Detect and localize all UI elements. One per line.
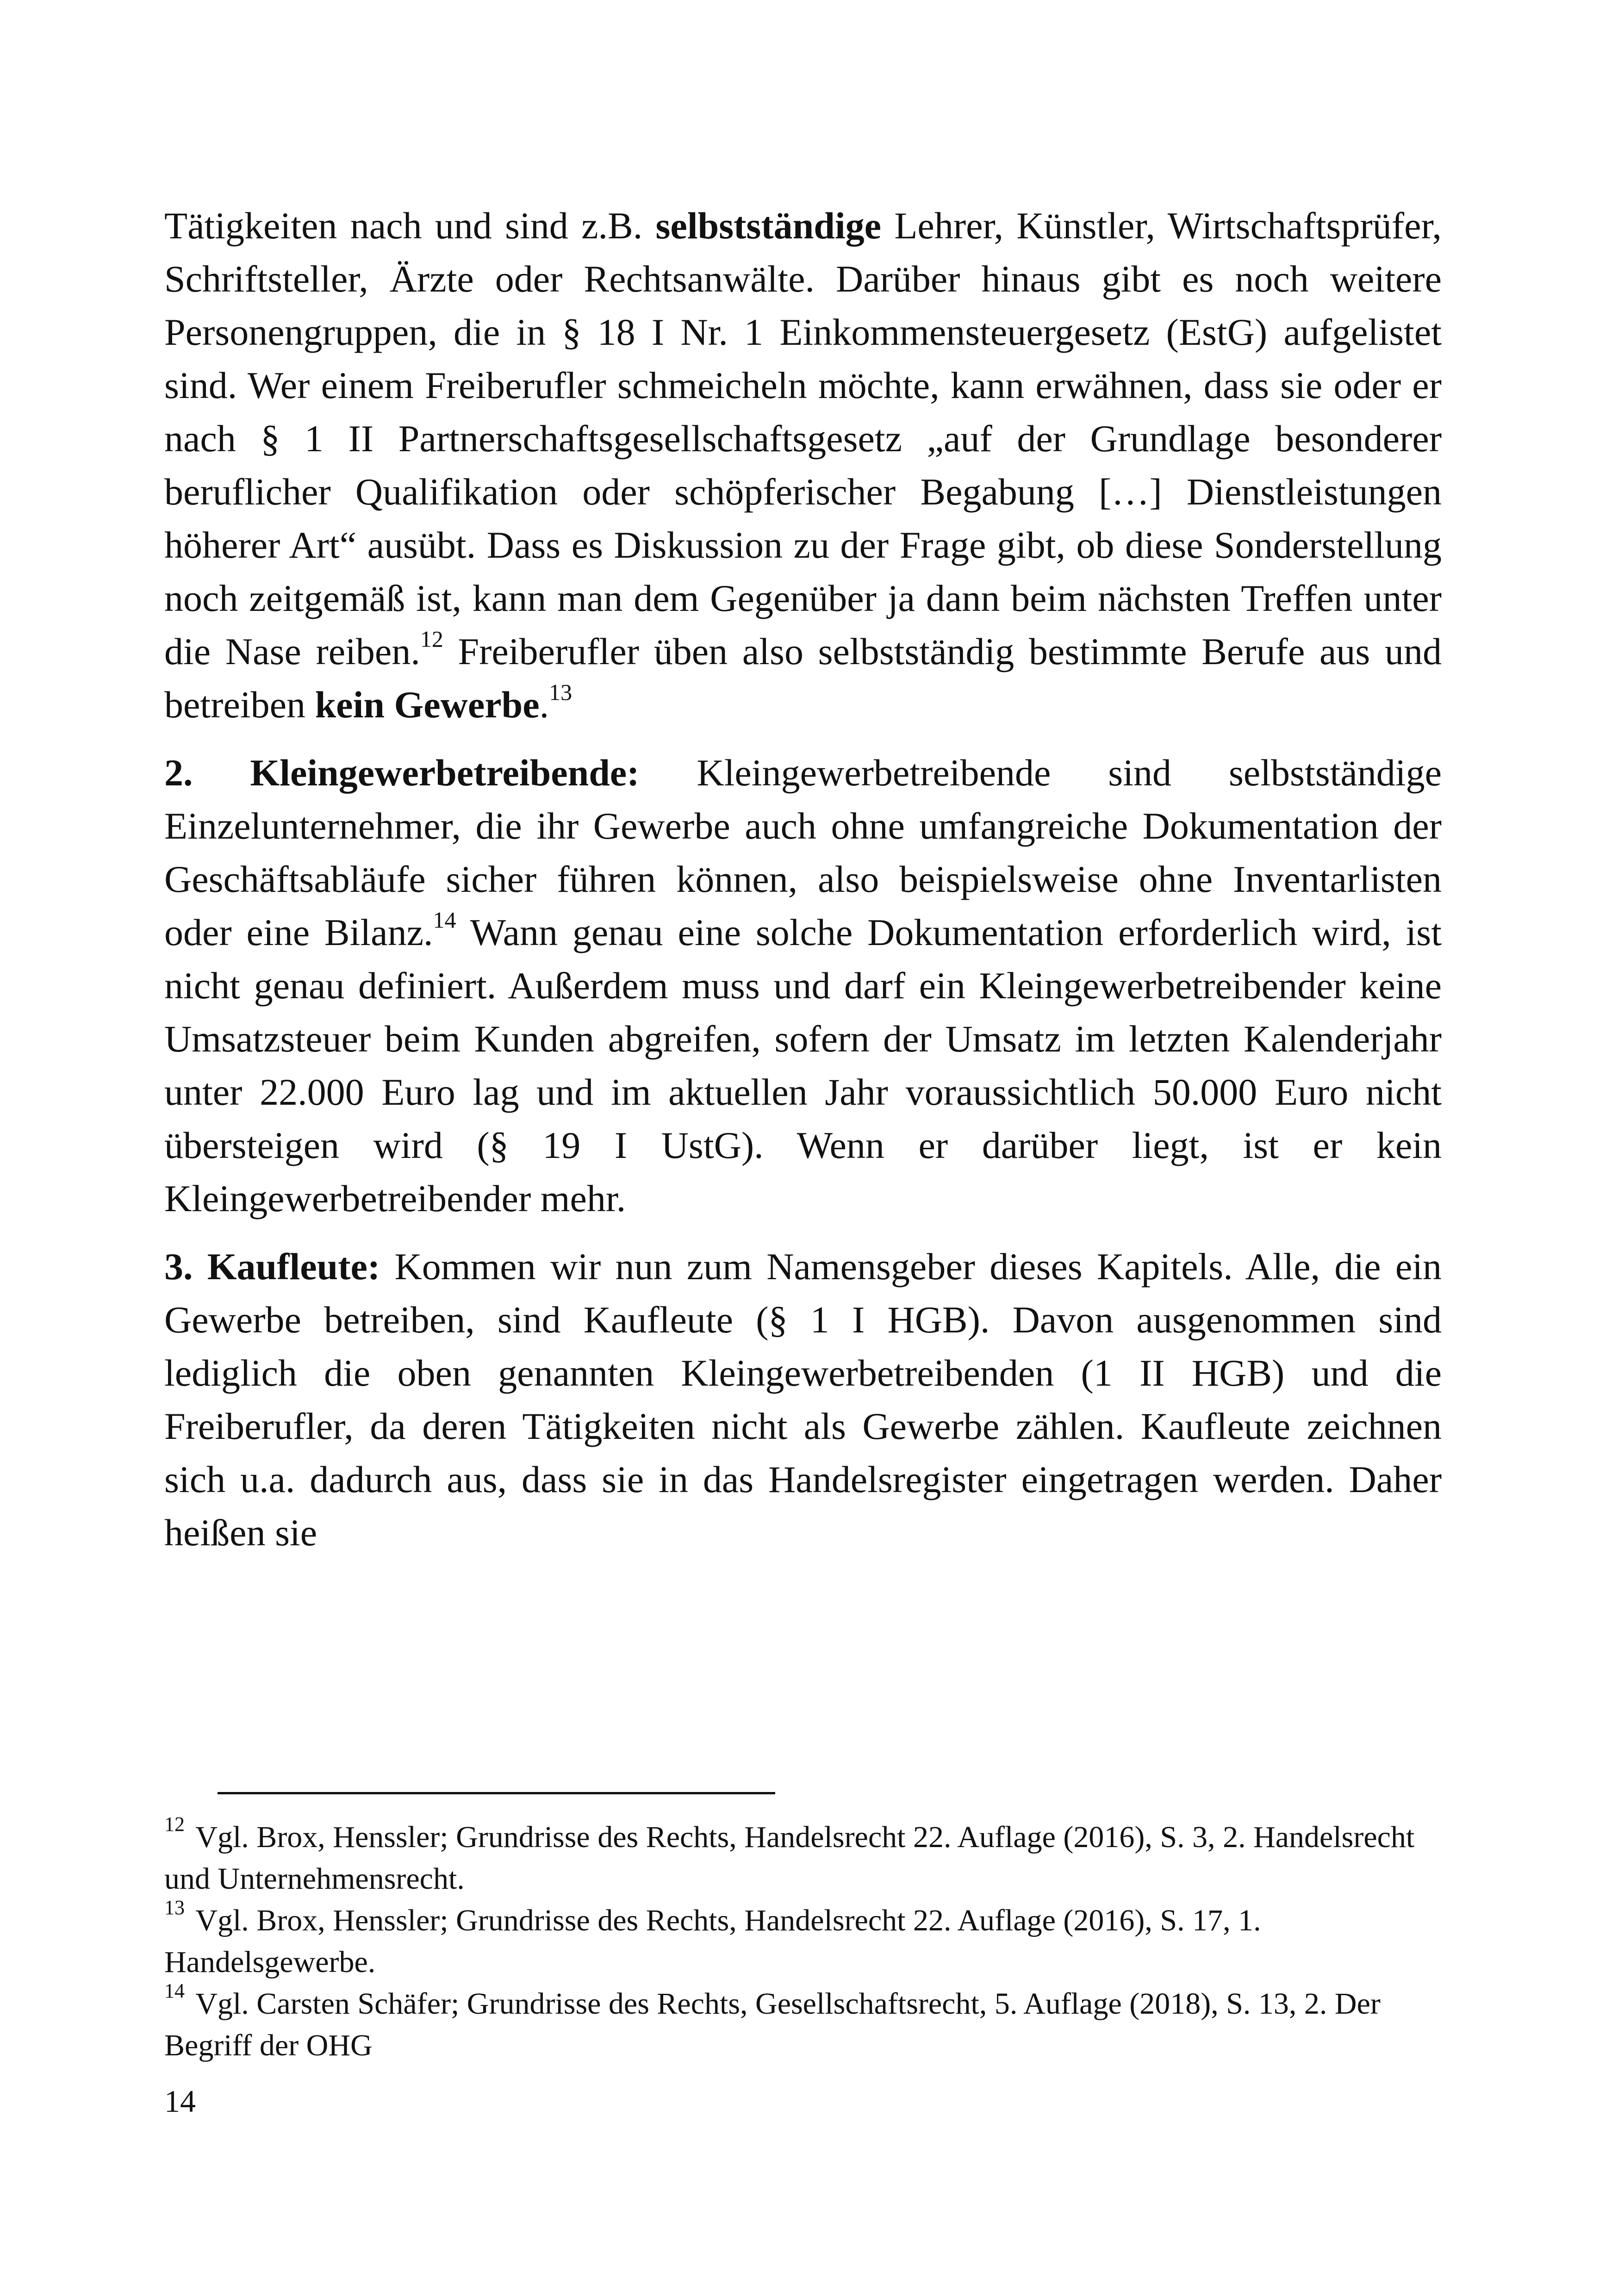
footnote-number: 12 bbox=[164, 1812, 185, 1836]
footnote-text: Vgl. Brox, Henssler; Grundrisse des Rechts, Handelsrecht 22. Auflage (2016), S. 17, 1. Handelsgewerbe. bbox=[164, 1904, 1261, 1979]
footnote-13 bbox=[164, 1896, 1442, 1983]
bold-term-selbststaendige: selbstständige bbox=[655, 205, 882, 247]
paragraph-kleingewerbetreibende bbox=[164, 746, 1442, 1225]
footnote-number: 14 bbox=[164, 1979, 185, 2002]
text-run: . bbox=[539, 684, 549, 726]
bold-term-kein-gewerbe: kein Gewerbe bbox=[315, 684, 540, 726]
paragraph-freiberufler bbox=[164, 199, 1442, 731]
footnote-separator bbox=[218, 1792, 775, 1794]
text-run: Kommen wir nun zum Namensgeber dieses Kapitels. Alle, die ein Gewerbe betreiben, sind Kaufleute (§ 1 I HGB). Davon ausgenommen sind lediglich die oben genannten Kleingewerbetreibenden (1 II HGB) und die Freiberufler, da deren Tätigkeiten nicht als Gewerbe zählen. Kaufleute zeichnen sich u.a. dadurch aus, dass sie in das Handelsregister eingetragen werden. Daher heißen sie bbox=[164, 1245, 1442, 1554]
footnote-text: Vgl. Carsten Schäfer; Grundrisse des Rechts, Gesellschaftsrecht, 5. Auflage (2018), S. 13, 2. Der Begriff der OHG bbox=[164, 1987, 1381, 2062]
footnote-number: 13 bbox=[164, 1896, 185, 1919]
text-run: Tätigkeiten nach und sind z.B. bbox=[164, 205, 656, 247]
section-heading-kaufleute: 3. Kaufleute: bbox=[164, 1245, 380, 1288]
footnotes bbox=[164, 1812, 1442, 2066]
text-run: Freiberufler üben also selbstständig bestimmte Berufe aus und betreiben bbox=[164, 630, 1442, 726]
footnote-ref-12[interactable]: 12 bbox=[420, 626, 443, 652]
paragraph-kaufleute bbox=[164, 1240, 1442, 1559]
text-run: Lehrer, Künstler, Wirtschaftsprüfer, Schriftsteller, Ärzte oder Rechtsanwälte. Darüber hinaus gibt es noch weitere Personengruppen, die in § 18 I Nr. 1 Einkommensteuergesetz (EstG) aufgelistet sind. Wer einem Freiberufler schmeicheln möchte, kann erwähnen, dass sie oder er nach § 1 II Partnerschaftsgesellschaftsgesetz „auf der Grundlage besonderer beruflicher Qualifikation oder schöpferischer Begabung […] Dienstleistungen höherer Art“ ausübt. Dass es Diskussion zu der Frage gibt, ob diese Sonderstellung noch zeitgemäß ist, kann man dem Gegenüber ja dann beim nächsten Treffen unter die Nase reiben. bbox=[164, 205, 1442, 672]
footnote-14 bbox=[164, 1979, 1442, 2066]
text-run: Wann genau eine solche Dokumentation erforderlich wird, ist nicht genau definiert. Außerdem muss und darf ein Kleingewerbetreibender keine Umsatzsteuer beim Kunden abgreifen, sofern der Umsatz im letzten Kalenderjahr unter 22.000 Euro lag und im aktuellen Jahr voraussichtlich 50.000 Euro nicht übersteigen wird (§ 19 I UstG). Wenn er darüber liegt, ist er kein Kleingewerbetreibender mehr. bbox=[164, 911, 1442, 1220]
section-heading-kleingewerbetreibende: 2. Kleingewerbetreibende: bbox=[164, 752, 640, 794]
footnote-text: Vgl. Brox, Henssler; Grundrisse des Rechts, Handelsrecht 22. Auflage (2016), S. 3, 2. Handelsrecht und Unternehmensrecht. bbox=[164, 1820, 1415, 1896]
footnote-12 bbox=[164, 1812, 1442, 1900]
footnote-ref-14[interactable]: 14 bbox=[433, 907, 456, 933]
page-number: 14 bbox=[164, 2084, 196, 2119]
footnote-ref-13[interactable]: 13 bbox=[549, 679, 573, 705]
text-run: Kleingewerbetreibende sind selbstständige Einzelunternehmer, die ihr Gewerbe auch ohne umfangreiche Dokumentation der Geschäftsabläufe sicher führen können, also beispielsweise ohne Inventarlisten oder eine Bilanz. bbox=[164, 752, 1442, 953]
body-text bbox=[164, 199, 1442, 1574]
